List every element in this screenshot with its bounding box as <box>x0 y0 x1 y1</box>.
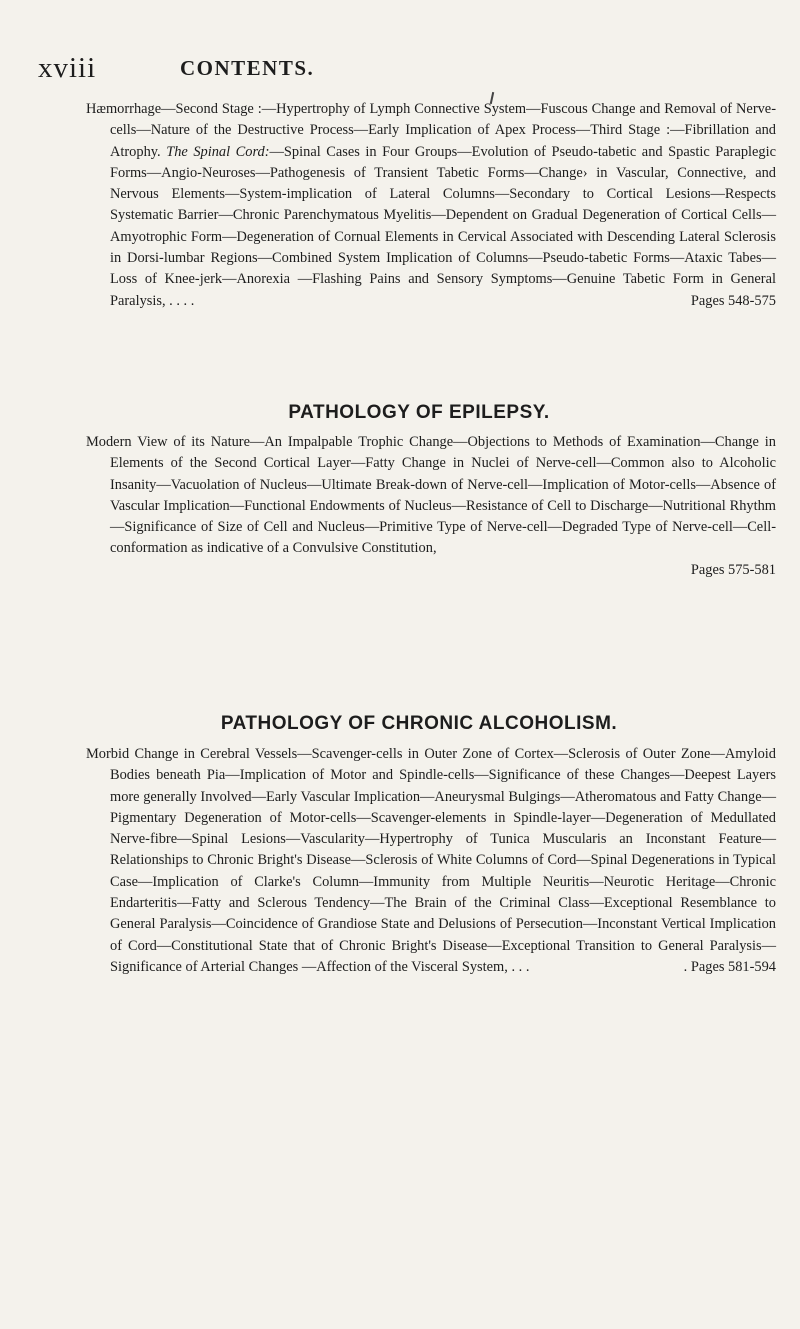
section-title-epilepsy: PATHOLOGY OF EPILEPSY. <box>288 402 550 423</box>
entry-text: —Spinal Cases in Four Groups—Evolution of Pseudo-tabetic and Spastic Paraplegic Forms—Angio-Neuroses—Pathogenesis of Transient Tabetic Forms—Change› in Vascular, Connective, and Nervous Elements—System-implication of Lateral Columns—Secondary to Cortical Lesions—Respects Systematic Barrier—Chronic Parenchymatous Myelitis—Dependent on Gradual Degeneration of Cortical Cells—Amyotrophic Form—Degeneration of Cornual Elements in Cervical Associated with Descending Lateral Sclerosis in Dorsi-lumbar Regions—Combined System Implication of Columns—Pseudo-tabetic Forms—Ataxic Tabes—Loss of Knee-jerk—Anorexia —Flashing Pains and Sensory Symptoms—Genuine Tabetic Form in General Paralysis, <box>110 143 777 309</box>
contents-entry-epilepsy <box>86 432 776 581</box>
page-header <box>38 52 478 92</box>
contents-entry-spinal-cord <box>86 99 776 312</box>
running-title: CONTENTS. <box>180 56 315 80</box>
page-range: . Pages 581-594 <box>683 958 776 975</box>
page-range: Pages 575-581 <box>690 561 776 578</box>
contents-entry-chronic-alcoholism <box>86 744 776 978</box>
dot-leader: . . . <box>507 958 530 975</box>
dot-leader: . . . . <box>165 292 195 309</box>
page-range: Pages 548-575 <box>690 292 776 309</box>
page-number: xviii <box>38 52 97 84</box>
entry-text-prefix: Hæmorrhage—Second Stage :—Hypertrophy of Lymph Connective System—Fuscous Change and Removal of Nerve-cells—Nature of the Destructive Process—Early Implication of Apex Process—Third Stage :—Fibrillation and Atrophy. <box>86 101 776 160</box>
entry-text: Modern View of its Nature—An Impalpable Trophic Change—Objections to Methods of Examination—Change in Elements of the Second Cortical Layer—Fatty Change in Nuclei of Nerve-cell—Common also to Alcoholic Insanity—Vacuolation of Nucleus—Ultimate Break-down of Nerve-cell—Implication of Motor-cells—Absence of Vascular Implication—Functional Endowments of Nucleus—Resistance of Cell to Discharge—Nutritional Rhythm—Significance of Size of Cell and Nucleus—Primitive Type of Nerve-cell—Degraded Type of Nerve-cell—Cell-conformation as indicative of a Convulsive Constitution, <box>86 434 776 557</box>
entry-italic-heading: The Spinal Cord: <box>166 143 270 160</box>
section-title-chronic-alcoholism: PATHOLOGY OF CHRONIC ALCOHOLISM. <box>220 713 618 734</box>
entry-text: Morbid Change in Cerebral Vessels—Scavenger-cells in Outer Zone of Cortex—Sclerosis of Outer Zone—Amyloid Bodies beneath Pia—Implication of Motor and Spindle-cells—Significance of these Changes—Deepest Layers more generally Involved—Early Vascular Implication—Aneurysmal Bulgings—Atheromatous and Fatty Change—Pigmentary Degeneration of Motor-cells—Scavenger-elements in Spindle-layer—Degeneration of Medullated Nerve-fibre—Spinal Lesions—Vascularity—Hypertrophy of Tunica Muscularis an Inconstant Feature—Relationships to Chronic Bright's Disease—Sclerosis of White Columns of Cord—Spinal Degenerations in Typical Case—Implication of Clarke's Column—Immunity from Multiple Neuritis—Neurotic Heritage—Chronic Endarteritis—Fatty and Sclerous Tendency—The Brain of the Criminal Class—Exceptional Resemblance to General Paralysis—Coincidence of Grandiose State and Delusions of Persecution—Inconstant Vertical Implication of Cord—Constitutional State that of Chronic Bright's Disease—Exceptional Transition to General Paralysis—Significance of Arterial Changes —Affection of the Visceral System, <box>86 746 776 975</box>
